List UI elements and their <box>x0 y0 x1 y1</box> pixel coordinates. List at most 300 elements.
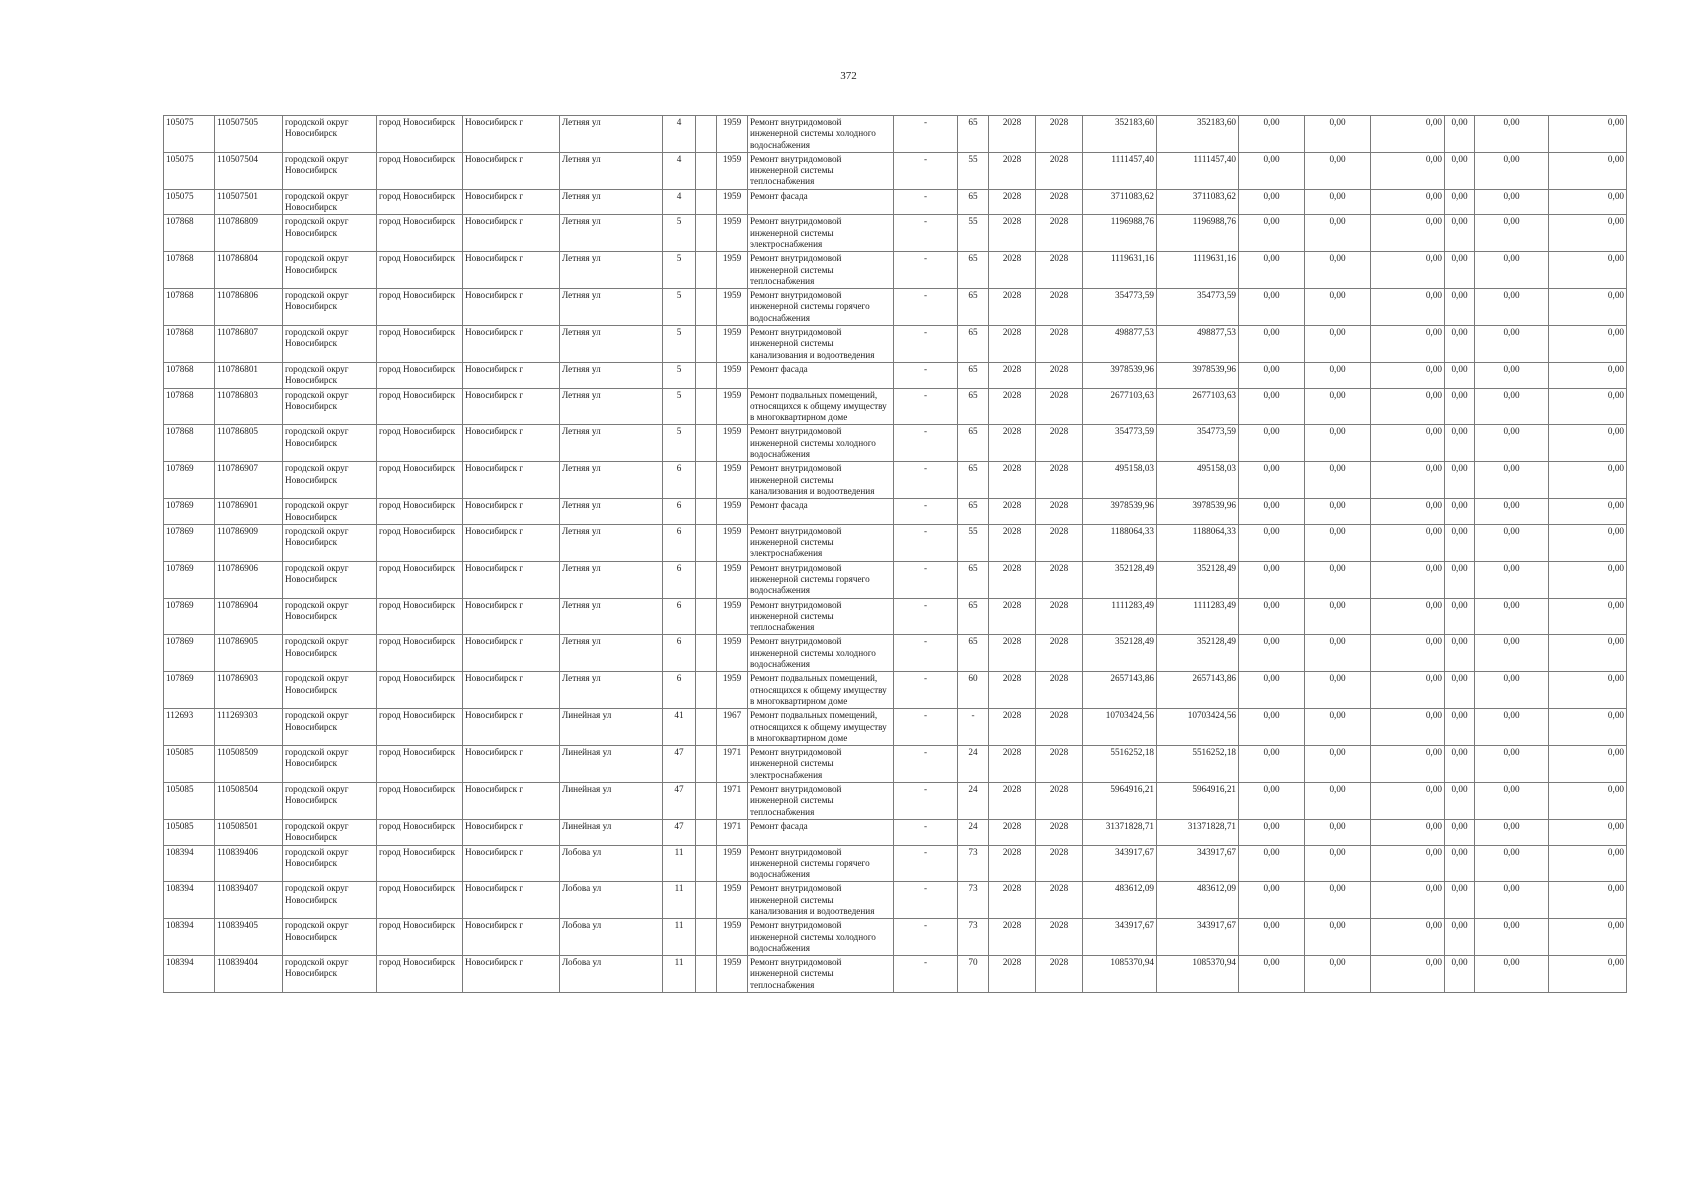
cell-settlement: город Новосибирск <box>377 845 463 882</box>
cell-locality: Новосибирск г <box>463 919 560 956</box>
cell-plan-year-end: 2028 <box>1036 462 1083 499</box>
cell-wear-percent: 73 <box>958 845 989 882</box>
cell-settlement: город Новосибирск <box>377 882 463 919</box>
cell-house-number: 47 <box>663 783 696 820</box>
cell-plan-year-end: 2028 <box>1036 362 1083 388</box>
cell-settlement: город Новосибирск <box>377 362 463 388</box>
cell-total-cost: 1188064,33 <box>1083 524 1157 561</box>
cell-cost-extra-4: 0,00 <box>1445 289 1475 326</box>
cell-cost-extra-2: 0,00 <box>1305 152 1371 189</box>
cell-total-cost: 354773,59 <box>1083 425 1157 462</box>
cell-cost-extra-1: 0,00 <box>1239 362 1305 388</box>
cell-house-number: 4 <box>663 116 696 153</box>
cell-work-id: 110786909 <box>215 524 283 561</box>
cell-object-id: 107869 <box>164 499 215 525</box>
cell-municipal-district: городской округ Новосибирск <box>283 845 377 882</box>
cell-cost-extra-1: 0,00 <box>1239 956 1305 993</box>
cell-plan-year-end: 2028 <box>1036 709 1083 746</box>
cell-total-cost: 498877,53 <box>1083 326 1157 363</box>
cell-dash-mark: - <box>894 635 958 672</box>
cell-work-type: Ремонт внутридомовой инженерной системы холодного водоснабжения <box>748 919 894 956</box>
cell-wear-percent: 24 <box>958 819 989 845</box>
cell-cost-extra-2: 0,00 <box>1305 956 1371 993</box>
cell-plan-year-start: 2028 <box>989 882 1036 919</box>
cell-cost-extra-3: 0,00 <box>1371 598 1445 635</box>
cell-cost-extra-6: 0,00 <box>1549 152 1627 189</box>
cell-municipal-district: городской округ Новосибирск <box>283 462 377 499</box>
cell-total-cost: 1085370,94 <box>1083 956 1157 993</box>
cell-cost-extra-5: 0,00 <box>1475 388 1549 425</box>
cell-plan-year-end: 2028 <box>1036 956 1083 993</box>
cell-street: Летняя ул <box>560 215 663 252</box>
cell-cost-extra-1: 0,00 <box>1239 499 1305 525</box>
repair-registry-table <box>163 115 1627 993</box>
cell-dash-mark: - <box>894 388 958 425</box>
cell-cost-extra-3: 0,00 <box>1371 289 1445 326</box>
table-row <box>164 709 1627 746</box>
cell-municipal-district: городской округ Новосибирск <box>283 819 377 845</box>
cell-plan-year-end: 2028 <box>1036 561 1083 598</box>
cell-street: Летняя ул <box>560 425 663 462</box>
cell-cost-extra-1: 0,00 <box>1239 116 1305 153</box>
cell-municipal-district: городской округ Новосибирск <box>283 425 377 462</box>
cell-plan-year-start: 2028 <box>989 956 1036 993</box>
table-row <box>164 672 1627 709</box>
cell-work-type: Ремонт внутридомовой инженерной системы канализования и водоотведения <box>748 462 894 499</box>
cell-building <box>696 289 717 326</box>
cell-municipal-district: городской округ Новосибирск <box>283 215 377 252</box>
cell-object-id: 108394 <box>164 845 215 882</box>
cell-work-id: 110839406 <box>215 845 283 882</box>
cell-dash-mark: - <box>894 598 958 635</box>
cell-cost-extra-5: 0,00 <box>1475 882 1549 919</box>
cell-plan-year-end: 2028 <box>1036 388 1083 425</box>
cell-year-built: 1959 <box>717 326 748 363</box>
cell-dash-mark: - <box>894 362 958 388</box>
cell-settlement: город Новосибирск <box>377 819 463 845</box>
cell-municipal-district: городской округ Новосибирск <box>283 882 377 919</box>
cell-house-number: 4 <box>663 152 696 189</box>
cell-cost-extra-1: 0,00 <box>1239 819 1305 845</box>
cell-wear-percent: 65 <box>958 462 989 499</box>
cell-building <box>696 116 717 153</box>
cell-dash-mark: - <box>894 289 958 326</box>
cell-year-built: 1959 <box>717 919 748 956</box>
cell-cost-extra-6: 0,00 <box>1549 919 1627 956</box>
cell-cost-extra-2: 0,00 <box>1305 709 1371 746</box>
cell-settlement: город Новосибирск <box>377 499 463 525</box>
cell-cost-extra-3: 0,00 <box>1371 635 1445 672</box>
cell-plan-year-end: 2028 <box>1036 152 1083 189</box>
cell-street: Летняя ул <box>560 672 663 709</box>
cell-work-type: Ремонт внутридомовой инженерной системы канализования и водоотведения <box>748 326 894 363</box>
cell-cost-extra-3: 0,00 <box>1371 152 1445 189</box>
cell-locality: Новосибирск г <box>463 362 560 388</box>
table-row <box>164 252 1627 289</box>
cell-wear-percent: 65 <box>958 252 989 289</box>
cell-cost-extra-3: 0,00 <box>1371 783 1445 820</box>
cell-cost-extra-2: 0,00 <box>1305 116 1371 153</box>
cell-year-built: 1959 <box>717 189 748 215</box>
cell-cost-regional: 2657143,86 <box>1157 672 1239 709</box>
table-row <box>164 635 1627 672</box>
cell-municipal-district: городской округ Новосибирск <box>283 746 377 783</box>
cell-cost-extra-1: 0,00 <box>1239 388 1305 425</box>
page-number: 372 <box>840 70 857 82</box>
cell-locality: Новосибирск г <box>463 189 560 215</box>
cell-work-type: Ремонт внутридомовой инженерной системы теплоснабжения <box>748 598 894 635</box>
cell-plan-year-start: 2028 <box>989 388 1036 425</box>
cell-plan-year-start: 2028 <box>989 598 1036 635</box>
cell-cost-extra-4: 0,00 <box>1445 116 1475 153</box>
cell-plan-year-end: 2028 <box>1036 326 1083 363</box>
cell-wear-percent: 73 <box>958 882 989 919</box>
cell-cost-extra-1: 0,00 <box>1239 152 1305 189</box>
cell-cost-extra-5: 0,00 <box>1475 425 1549 462</box>
cell-object-id: 107868 <box>164 388 215 425</box>
cell-cost-extra-3: 0,00 <box>1371 215 1445 252</box>
cell-plan-year-end: 2028 <box>1036 189 1083 215</box>
cell-plan-year-start: 2028 <box>989 919 1036 956</box>
cell-street: Летняя ул <box>560 524 663 561</box>
cell-plan-year-end: 2028 <box>1036 783 1083 820</box>
table-row <box>164 425 1627 462</box>
cell-cost-regional: 1085370,94 <box>1157 956 1239 993</box>
table-row <box>164 598 1627 635</box>
cell-work-type: Ремонт фасада <box>748 189 894 215</box>
cell-dash-mark: - <box>894 746 958 783</box>
cell-street: Линейная ул <box>560 819 663 845</box>
cell-cost-extra-5: 0,00 <box>1475 189 1549 215</box>
cell-year-built: 1959 <box>717 289 748 326</box>
cell-cost-regional: 343917,67 <box>1157 845 1239 882</box>
cell-building <box>696 561 717 598</box>
cell-house-number: 4 <box>663 189 696 215</box>
cell-work-id: 110839405 <box>215 919 283 956</box>
cell-municipal-district: городской округ Новосибирск <box>283 709 377 746</box>
cell-municipal-district: городской округ Новосибирск <box>283 499 377 525</box>
cell-wear-percent: 55 <box>958 152 989 189</box>
cell-cost-extra-6: 0,00 <box>1549 635 1627 672</box>
cell-dash-mark: - <box>894 152 958 189</box>
cell-plan-year-start: 2028 <box>989 635 1036 672</box>
cell-locality: Новосибирск г <box>463 956 560 993</box>
cell-locality: Новосибирск г <box>463 289 560 326</box>
cell-wear-percent: 65 <box>958 635 989 672</box>
cell-wear-percent: 65 <box>958 598 989 635</box>
cell-wear-percent: 65 <box>958 561 989 598</box>
cell-plan-year-start: 2028 <box>989 362 1036 388</box>
cell-cost-regional: 5964916,21 <box>1157 783 1239 820</box>
cell-plan-year-start: 2028 <box>989 499 1036 525</box>
cell-object-id: 108394 <box>164 956 215 993</box>
cell-cost-extra-1: 0,00 <box>1239 252 1305 289</box>
cell-street: Летняя ул <box>560 189 663 215</box>
cell-object-id: 108394 <box>164 882 215 919</box>
cell-locality: Новосибирск г <box>463 709 560 746</box>
cell-year-built: 1967 <box>717 709 748 746</box>
cell-work-type: Ремонт внутридомовой инженерной системы электроснабжения <box>748 215 894 252</box>
cell-cost-extra-1: 0,00 <box>1239 561 1305 598</box>
cell-cost-regional: 1119631,16 <box>1157 252 1239 289</box>
cell-cost-extra-2: 0,00 <box>1305 462 1371 499</box>
table-row <box>164 189 1627 215</box>
cell-building <box>696 598 717 635</box>
cell-work-id: 110786906 <box>215 561 283 598</box>
cell-total-cost: 354773,59 <box>1083 289 1157 326</box>
cell-work-id: 110786901 <box>215 499 283 525</box>
cell-settlement: город Новосибирск <box>377 152 463 189</box>
cell-year-built: 1971 <box>717 746 748 783</box>
cell-plan-year-end: 2028 <box>1036 882 1083 919</box>
cell-municipal-district: городской округ Новосибирск <box>283 388 377 425</box>
cell-street: Летняя ул <box>560 462 663 499</box>
cell-wear-percent: 55 <box>958 215 989 252</box>
cell-cost-extra-6: 0,00 <box>1549 783 1627 820</box>
cell-dash-mark: - <box>894 783 958 820</box>
cell-year-built: 1959 <box>717 215 748 252</box>
cell-work-id: 110786806 <box>215 289 283 326</box>
cell-settlement: город Новосибирск <box>377 425 463 462</box>
cell-cost-extra-5: 0,00 <box>1475 746 1549 783</box>
cell-cost-regional: 495158,03 <box>1157 462 1239 499</box>
cell-object-id: 105085 <box>164 783 215 820</box>
cell-work-id: 110786907 <box>215 462 283 499</box>
cell-house-number: 5 <box>663 289 696 326</box>
cell-plan-year-start: 2028 <box>989 116 1036 153</box>
cell-cost-extra-2: 0,00 <box>1305 252 1371 289</box>
cell-building <box>696 189 717 215</box>
cell-cost-extra-2: 0,00 <box>1305 189 1371 215</box>
cell-year-built: 1959 <box>717 116 748 153</box>
table-row <box>164 499 1627 525</box>
cell-plan-year-end: 2028 <box>1036 252 1083 289</box>
cell-municipal-district: городской округ Новосибирск <box>283 289 377 326</box>
cell-work-type: Ремонт внутридомовой инженерной системы холодного водоснабжения <box>748 116 894 153</box>
cell-cost-extra-2: 0,00 <box>1305 819 1371 845</box>
cell-cost-extra-1: 0,00 <box>1239 326 1305 363</box>
cell-work-id: 110786904 <box>215 598 283 635</box>
cell-street: Лобова ул <box>560 845 663 882</box>
cell-total-cost: 2677103,63 <box>1083 388 1157 425</box>
table-row <box>164 388 1627 425</box>
cell-street: Линейная ул <box>560 746 663 783</box>
cell-work-type: Ремонт внутридомовой инженерной системы теплоснабжения <box>748 956 894 993</box>
cell-work-type: Ремонт подвальных помещений, относящихся к общему имуществу в многоквартирном доме <box>748 672 894 709</box>
cell-house-number: 6 <box>663 561 696 598</box>
cell-cost-extra-6: 0,00 <box>1549 561 1627 598</box>
cell-cost-extra-6: 0,00 <box>1549 252 1627 289</box>
cell-settlement: город Новосибирск <box>377 215 463 252</box>
cell-house-number: 41 <box>663 709 696 746</box>
cell-cost-extra-1: 0,00 <box>1239 845 1305 882</box>
cell-cost-extra-6: 0,00 <box>1549 215 1627 252</box>
cell-plan-year-start: 2028 <box>989 524 1036 561</box>
cell-cost-extra-5: 0,00 <box>1475 499 1549 525</box>
cell-cost-regional: 352183,60 <box>1157 116 1239 153</box>
table-row <box>164 524 1627 561</box>
cell-cost-regional: 498877,53 <box>1157 326 1239 363</box>
cell-object-id: 112693 <box>164 709 215 746</box>
cell-work-id: 110786805 <box>215 425 283 462</box>
cell-year-built: 1959 <box>717 362 748 388</box>
cell-cost-extra-4: 0,00 <box>1445 746 1475 783</box>
cell-cost-extra-5: 0,00 <box>1475 289 1549 326</box>
cell-house-number: 47 <box>663 819 696 845</box>
cell-wear-percent: - <box>958 709 989 746</box>
cell-cost-extra-6: 0,00 <box>1549 956 1627 993</box>
cell-cost-extra-1: 0,00 <box>1239 462 1305 499</box>
table-row <box>164 783 1627 820</box>
cell-street: Лобова ул <box>560 956 663 993</box>
cell-object-id: 105075 <box>164 116 215 153</box>
cell-street: Лобова ул <box>560 882 663 919</box>
cell-locality: Новосибирск г <box>463 598 560 635</box>
cell-plan-year-start: 2028 <box>989 819 1036 845</box>
cell-work-type: Ремонт внутридомовой инженерной системы горячего водоснабжения <box>748 289 894 326</box>
cell-dash-mark: - <box>894 919 958 956</box>
cell-object-id: 107868 <box>164 362 215 388</box>
cell-locality: Новосибирск г <box>463 388 560 425</box>
cell-locality: Новосибирск г <box>463 252 560 289</box>
cell-settlement: город Новосибирск <box>377 783 463 820</box>
cell-work-id: 110507504 <box>215 152 283 189</box>
cell-dash-mark: - <box>894 425 958 462</box>
cell-plan-year-start: 2028 <box>989 783 1036 820</box>
cell-cost-extra-3: 0,00 <box>1371 882 1445 919</box>
cell-total-cost: 3978539,96 <box>1083 362 1157 388</box>
cell-building <box>696 252 717 289</box>
cell-cost-extra-2: 0,00 <box>1305 635 1371 672</box>
cell-plan-year-end: 2028 <box>1036 425 1083 462</box>
cell-dash-mark: - <box>894 709 958 746</box>
cell-municipal-district: городской округ Новосибирск <box>283 598 377 635</box>
cell-cost-extra-6: 0,00 <box>1549 709 1627 746</box>
cell-cost-extra-2: 0,00 <box>1305 326 1371 363</box>
cell-municipal-district: городской округ Новосибирск <box>283 635 377 672</box>
cell-work-id: 111269303 <box>215 709 283 746</box>
cell-settlement: город Новосибирск <box>377 462 463 499</box>
cell-work-type: Ремонт внутридомовой инженерной системы электроснабжения <box>748 524 894 561</box>
cell-cost-extra-3: 0,00 <box>1371 116 1445 153</box>
cell-cost-extra-6: 0,00 <box>1549 289 1627 326</box>
cell-cost-extra-5: 0,00 <box>1475 672 1549 709</box>
cell-street: Летняя ул <box>560 635 663 672</box>
cell-year-built: 1959 <box>717 252 748 289</box>
cell-cost-extra-2: 0,00 <box>1305 672 1371 709</box>
cell-year-built: 1959 <box>717 672 748 709</box>
cell-cost-extra-1: 0,00 <box>1239 598 1305 635</box>
cell-cost-extra-2: 0,00 <box>1305 882 1371 919</box>
cell-year-built: 1959 <box>717 882 748 919</box>
cell-work-type: Ремонт внутридомовой инженерной системы холодного водоснабжения <box>748 635 894 672</box>
cell-total-cost: 1111283,49 <box>1083 598 1157 635</box>
cell-work-id: 110507501 <box>215 189 283 215</box>
cell-locality: Новосибирск г <box>463 819 560 845</box>
cell-cost-extra-4: 0,00 <box>1445 561 1475 598</box>
cell-work-type: Ремонт фасада <box>748 499 894 525</box>
cell-settlement: город Новосибирск <box>377 561 463 598</box>
cell-wear-percent: 73 <box>958 919 989 956</box>
cell-cost-regional: 3978539,96 <box>1157 362 1239 388</box>
cell-cost-extra-5: 0,00 <box>1475 819 1549 845</box>
cell-total-cost: 5964916,21 <box>1083 783 1157 820</box>
cell-total-cost: 483612,09 <box>1083 882 1157 919</box>
cell-settlement: город Новосибирск <box>377 252 463 289</box>
cell-cost-extra-6: 0,00 <box>1549 362 1627 388</box>
cell-municipal-district: городской округ Новосибирск <box>283 672 377 709</box>
cell-street: Летняя ул <box>560 362 663 388</box>
cell-object-id: 107868 <box>164 425 215 462</box>
cell-wear-percent: 24 <box>958 783 989 820</box>
cell-plan-year-end: 2028 <box>1036 819 1083 845</box>
cell-object-id: 107869 <box>164 561 215 598</box>
cell-work-type: Ремонт внутридомовой инженерной системы холодного водоснабжения <box>748 425 894 462</box>
cell-municipal-district: городской округ Новосибирск <box>283 152 377 189</box>
cell-house-number: 47 <box>663 746 696 783</box>
cell-year-built: 1959 <box>717 462 748 499</box>
cell-cost-extra-1: 0,00 <box>1239 746 1305 783</box>
cell-cost-extra-6: 0,00 <box>1549 189 1627 215</box>
cell-cost-extra-6: 0,00 <box>1549 746 1627 783</box>
cell-plan-year-end: 2028 <box>1036 116 1083 153</box>
cell-locality: Новосибирск г <box>463 635 560 672</box>
cell-year-built: 1959 <box>717 499 748 525</box>
cell-total-cost: 1119631,16 <box>1083 252 1157 289</box>
cell-cost-extra-5: 0,00 <box>1475 561 1549 598</box>
cell-cost-extra-2: 0,00 <box>1305 362 1371 388</box>
cell-plan-year-start: 2028 <box>989 152 1036 189</box>
cell-cost-extra-6: 0,00 <box>1549 882 1627 919</box>
cell-plan-year-end: 2028 <box>1036 499 1083 525</box>
cell-total-cost: 31371828,71 <box>1083 819 1157 845</box>
cell-cost-extra-5: 0,00 <box>1475 524 1549 561</box>
cell-cost-extra-3: 0,00 <box>1371 425 1445 462</box>
cell-building <box>696 524 717 561</box>
cell-building <box>696 152 717 189</box>
cell-cost-extra-1: 0,00 <box>1239 709 1305 746</box>
table-row <box>164 116 1627 153</box>
cell-object-id: 105075 <box>164 189 215 215</box>
cell-cost-extra-4: 0,00 <box>1445 956 1475 993</box>
cell-cost-regional: 3711083,62 <box>1157 189 1239 215</box>
cell-year-built: 1959 <box>717 425 748 462</box>
cell-house-number: 5 <box>663 215 696 252</box>
cell-street: Лобова ул <box>560 919 663 956</box>
cell-settlement: город Новосибирск <box>377 289 463 326</box>
cell-street: Летняя ул <box>560 116 663 153</box>
cell-plan-year-start: 2028 <box>989 252 1036 289</box>
cell-cost-extra-6: 0,00 <box>1549 462 1627 499</box>
cell-cost-extra-3: 0,00 <box>1371 746 1445 783</box>
cell-cost-extra-4: 0,00 <box>1445 709 1475 746</box>
cell-cost-regional: 1111457,40 <box>1157 152 1239 189</box>
cell-cost-regional: 354773,59 <box>1157 289 1239 326</box>
cell-plan-year-end: 2028 <box>1036 672 1083 709</box>
cell-building <box>696 635 717 672</box>
cell-cost-extra-2: 0,00 <box>1305 561 1371 598</box>
cell-cost-extra-5: 0,00 <box>1475 152 1549 189</box>
cell-street: Летняя ул <box>560 499 663 525</box>
cell-house-number: 6 <box>663 524 696 561</box>
cell-dash-mark: - <box>894 326 958 363</box>
cell-cost-regional: 483612,09 <box>1157 882 1239 919</box>
cell-work-id: 110786905 <box>215 635 283 672</box>
cell-work-id: 110786801 <box>215 362 283 388</box>
cell-work-type: Ремонт внутридомовой инженерной системы теплоснабжения <box>748 252 894 289</box>
cell-cost-extra-3: 0,00 <box>1371 362 1445 388</box>
cell-object-id: 105085 <box>164 819 215 845</box>
